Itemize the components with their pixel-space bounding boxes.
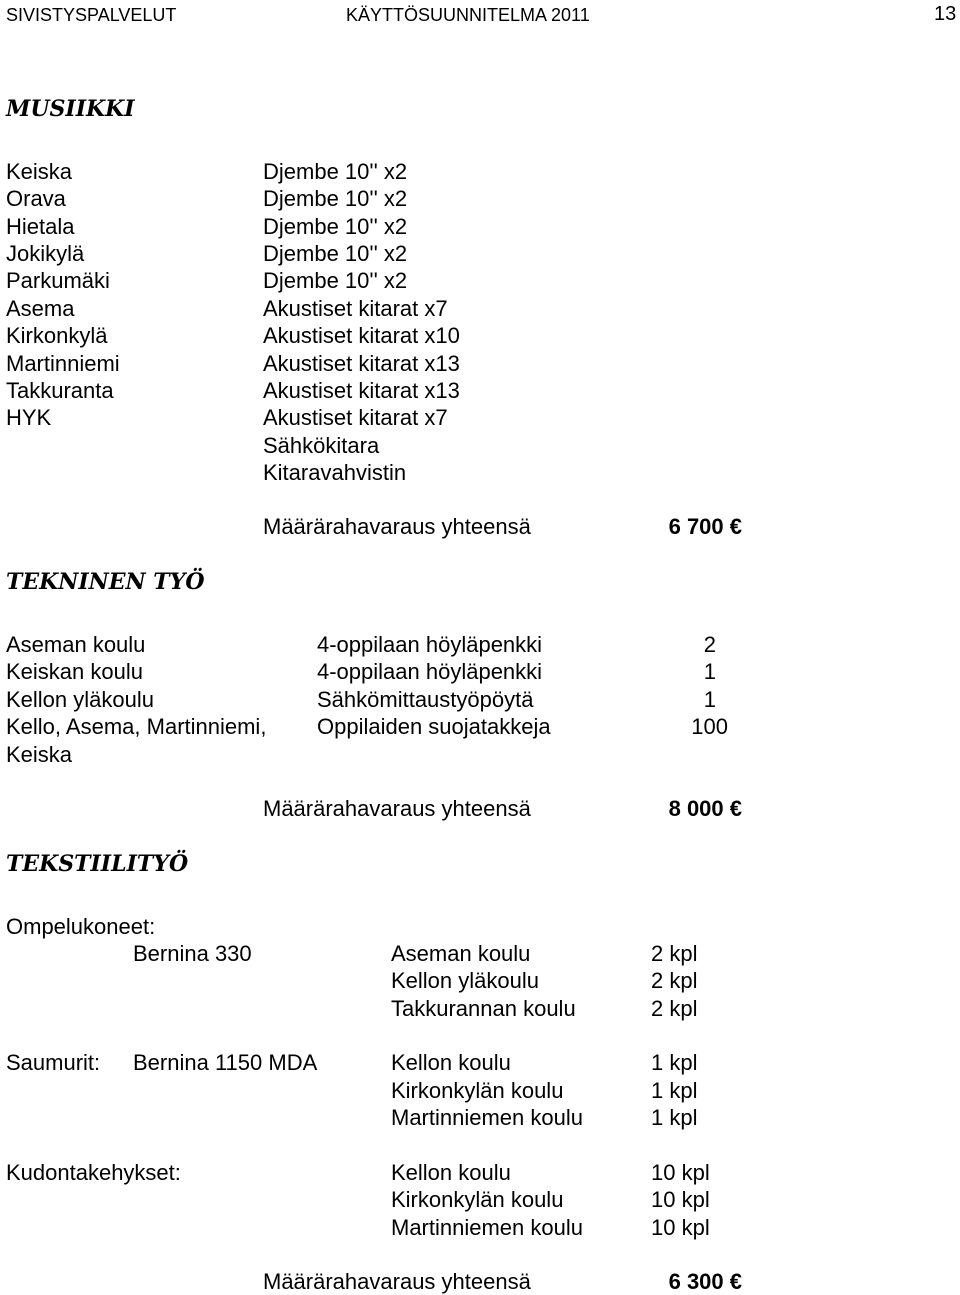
musiikki-item: Djembe 10'' x2 (263, 214, 408, 239)
tekstiili-school: Martinniemen koulu (391, 1105, 583, 1130)
musiikki-item: Djembe 10'' x2 (263, 268, 408, 293)
tekninen-qty: 100 (691, 714, 728, 739)
musiikki-school: Takkuranta (6, 378, 114, 403)
tekninen-school: Aseman koulu (6, 632, 146, 657)
tekstiili-school: Kirkonkylän koulu (391, 1078, 564, 1103)
tekstiili-qty: 1 kpl (651, 1078, 698, 1103)
tekstiili-school: Takkurannan koulu (391, 996, 576, 1021)
musiikki-school: Hietala (6, 214, 75, 239)
section-title-tekninen-tyo: TEKNINEN TYÖ (6, 569, 205, 595)
tekninen-qty: 1 (703, 659, 716, 684)
musiikki-item: Djembe 10'' x2 (263, 159, 408, 184)
tekninen-school: Kello, Asema, Martinniemi, (6, 714, 267, 739)
tekstiili-school: Kellon koulu (391, 1050, 511, 1075)
tekninen-item: Sähkömittaustyöpöytä (317, 687, 534, 712)
musiikki-total-value: 6 700 € (668, 514, 742, 539)
musiikki-total-label: Määrärahavaraus yhteensä (263, 514, 531, 539)
tekstiili-qty: 1 kpl (651, 1050, 698, 1075)
tekstiili-qty: 2 kpl (651, 968, 698, 993)
tekstiili-school: Kellon yläkoulu (391, 968, 539, 993)
tekninen-qty: 1 (703, 687, 716, 712)
ompelukoneet-label: Ompelukoneet: (6, 914, 156, 939)
tekstiili-qty: 2 kpl (651, 941, 698, 966)
musiikki-item: Akustiset kitarat x13 (263, 351, 460, 376)
musiikki-item: Akustiset kitarat x7 (263, 296, 448, 321)
musiikki-school: Orava (6, 186, 66, 211)
tekstiili-total-label: Määrärahavaraus yhteensä (263, 1269, 531, 1294)
musiikki-school: Martinniemi (6, 351, 120, 376)
tekstiili-model: Bernina 1150 MDA (133, 1050, 318, 1075)
tekninen-school: Keiskan koulu (6, 659, 143, 684)
tekstiili-qty: 1 kpl (651, 1105, 698, 1130)
tekstiili-model: Bernina 330 (133, 941, 252, 966)
musiikki-school: Jokikylä (6, 241, 85, 266)
saumurit-label: Saumurit: (6, 1050, 101, 1075)
tekninen-school: Kellon yläkoulu (6, 687, 154, 712)
musiikki-item: Djembe 10'' x2 (263, 186, 408, 211)
tekstiili-school: Martinniemen koulu (391, 1215, 583, 1240)
tekstiili-qty: 2 kpl (651, 996, 698, 1021)
tekstiili-school: Aseman koulu (391, 941, 531, 966)
musiikki-school: HYK (6, 405, 52, 430)
tekninen-qty: 2 (703, 632, 716, 657)
musiikki-item: Akustiset kitarat x7 (263, 405, 448, 430)
tekninen-school: Keiska (6, 742, 73, 767)
tekstiili-school: Kellon koulu (391, 1160, 511, 1185)
header-left: SIVISTYSPALVELUT (6, 5, 177, 25)
kudontakehykset-label: Kudontakehykset: (6, 1160, 181, 1185)
musiikki-school: Asema (6, 296, 75, 321)
tekstiili-qty: 10 kpl (651, 1215, 710, 1240)
tekstiili-school: Kirkonkylän koulu (391, 1187, 564, 1212)
header-center: KÄYTTÖSUUNNITELMA 2011 (346, 5, 590, 25)
tekstiili-total-value: 6 300 € (668, 1269, 742, 1294)
section-title-tekstiilityo: TEKSTIILITYÖ (6, 851, 189, 877)
tekstiili-qty: 10 kpl (651, 1187, 710, 1212)
musiikki-item: Djembe 10'' x2 (263, 241, 408, 266)
musiikki-item: Akustiset kitarat x10 (263, 323, 460, 348)
musiikki-school: Keiska (6, 159, 73, 184)
section-title-musiikki: MUSIIKKI (6, 96, 135, 122)
tekninen-total-value: 8 000 € (668, 796, 742, 821)
musiikki-item: Akustiset kitarat x13 (263, 378, 460, 403)
musiikki-school: Parkumäki (6, 268, 110, 293)
musiikki-item: Sähkökitara (263, 433, 380, 458)
page-number: 13 (934, 3, 957, 25)
tekstiili-qty: 10 kpl (651, 1160, 710, 1185)
musiikki-item: Kitaravahvistin (263, 460, 407, 485)
musiikki-school: Kirkonkylä (6, 323, 108, 348)
tekninen-item: Oppilaiden suojatakkeja (317, 714, 551, 739)
tekninen-total-label: Määrärahavaraus yhteensä (263, 796, 531, 821)
tekninen-item: 4-oppilaan höyläpenkki (317, 659, 543, 684)
tekninen-item: 4-oppilaan höyläpenkki (317, 632, 543, 657)
